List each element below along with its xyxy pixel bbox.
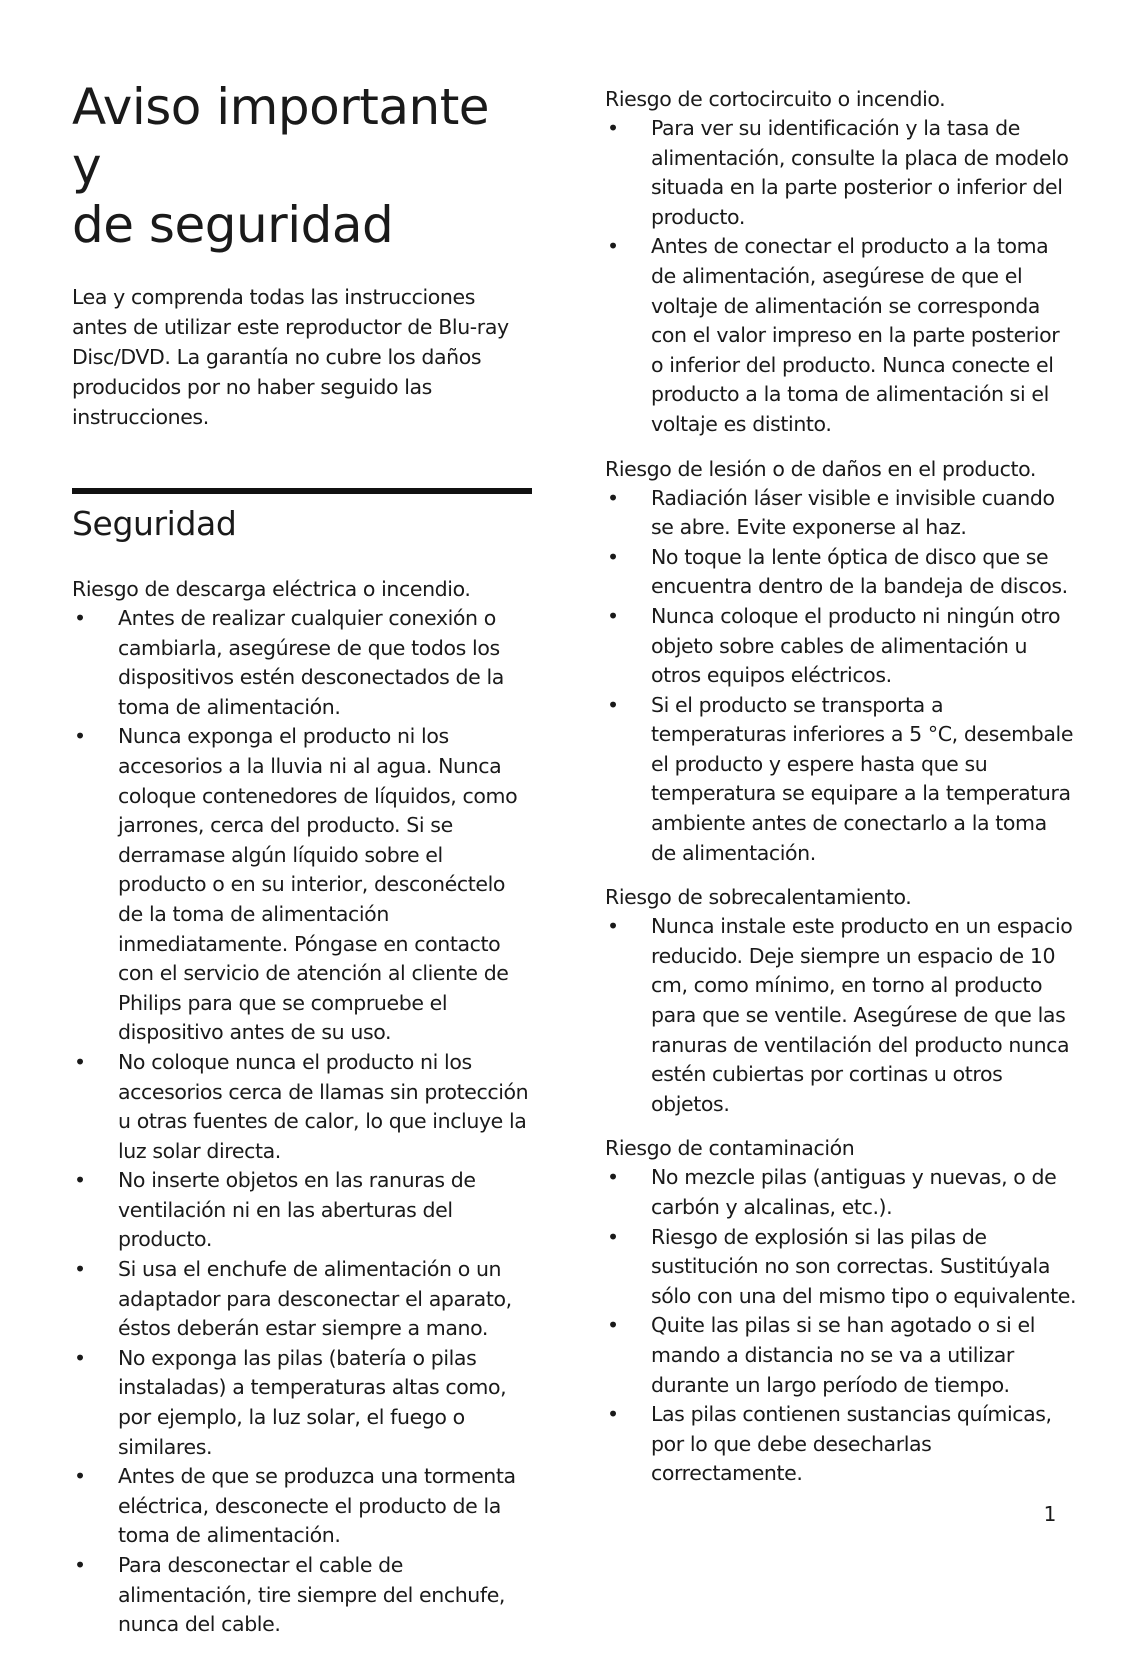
bullet-text: No coloque nunca el producto ni los accesorios cerca de llamas sin protección u otras fuentes de calor, lo que incluye la luz solar directa. (118, 1049, 529, 1163)
bullet-list (72, 604, 530, 1640)
bullet-icon: • (74, 1553, 86, 1577)
page-number: 1 (1043, 1502, 1056, 1526)
bullet-list (605, 114, 1077, 440)
bullet-text: Si el producto se transporta a temperaturas inferiores a 5 °C, desembale el producto y espere hasta que su temperatura se equipare a la temperatura ambiente antes de conectarlo a la toma de alimentación. (651, 692, 1074, 865)
bullet-text: Nunca instale este producto en un espacio reducido. Deje siempre un espacio de 10 cm, como mínimo, en torno al producto para que se ventile. Asegúrese de que las ranuras de ventilación del producto nunca estén cubiertas por cortinas u otros objetos. (651, 914, 1073, 1116)
bullet-text: No mezcle pilas (antiguas y nuevas, o de carbón y alcalinas, etc.). (651, 1165, 1057, 1219)
bullet-text: No inserte objetos en las ranuras de ventilación ni en las aberturas del producto. (118, 1168, 476, 1252)
section-title: Seguridad (72, 504, 237, 543)
bullet-text: Nunca coloque el producto ni ningún otro objeto sobre cables de alimentación u otros equipos eléctricos. (651, 603, 1061, 688)
bullet-icon: • (607, 116, 619, 140)
bullet-item (72, 1462, 530, 1551)
bullet-list (605, 912, 1077, 1119)
bullet-icon: • (607, 914, 619, 939)
bullet-icon: • (74, 1257, 86, 1282)
bullet-icon: • (607, 1165, 619, 1190)
bullet-text: Las pilas contienen sustancias químicas, por lo que debe desecharlas correctamente. (651, 1402, 1052, 1486)
bullet-text: Antes de que se produzca una tormenta eléctrica, desconecte el producto de la toma de alimentación. (118, 1464, 516, 1548)
bullet-item (72, 1344, 530, 1462)
bullet-text: Quite las pilas si se han agotado o si el mando a distancia no se va a utilizar durante un largo período de tiempo. (651, 1313, 1036, 1397)
bullet-text: No toque la lente óptica de disco que se encuentra dentro de la bandeja de discos. (651, 544, 1068, 599)
bullet-text: Para desconectar el cable de alimentación, tire siempre del enchufe, nunca del cable. (118, 1553, 506, 1637)
bullet-icon: • (74, 1345, 86, 1370)
bullet-icon: • (74, 1049, 86, 1074)
page-title (72, 78, 530, 255)
risk-heading: Riesgo de descarga eléctrica o incendio. (72, 577, 471, 601)
bullet-item (605, 1311, 1077, 1400)
section-divider (72, 488, 532, 494)
risk-heading: Riesgo de lesión o de daños en el producto. (605, 456, 1036, 481)
bullet-text: Radiación láser visible e invisible cuando se abre. Evite exponerse al haz. (651, 485, 1055, 540)
risk-heading: Riesgo de sobrecalentamiento. (605, 885, 912, 910)
bullet-text: Para ver su identificación y la tasa de alimentación, consulte la placa de modelo situada en la parte posterior o inferior del producto. (651, 116, 1069, 229)
risk-block (72, 574, 530, 1640)
bullet-item (72, 722, 530, 1048)
bullet-item (605, 1400, 1077, 1489)
left-risk-list (72, 574, 530, 1640)
bullet-item (605, 691, 1077, 869)
page-title-line-2: de seguridad (72, 196, 394, 254)
bullet-item (605, 543, 1077, 602)
page-title-line-1: Aviso importante y (72, 78, 490, 195)
risk-heading: Riesgo de contaminación (605, 1136, 855, 1161)
bullet-item (605, 602, 1077, 691)
bullet-icon: • (74, 606, 86, 630)
bullet-icon: • (74, 724, 86, 749)
risk-block (605, 1133, 1077, 1489)
bullet-icon: • (607, 1402, 619, 1427)
bullet-text: Antes de conectar el producto a la toma de alimentación, asegúrese de que el voltaje de alimentación se corresponda con el valor impreso en la parte posterior o inferior del producto. Nunca conecte el producto a la toma de alimentación si el voltaje es distinto. (651, 234, 1060, 436)
bullet-item (72, 604, 530, 722)
bullet-item (72, 1551, 530, 1640)
bullet-icon: • (607, 603, 619, 628)
bullet-text: Antes de realizar cualquier conexión o cambiarla, asegúrese de que todos los dispositivos estén desconectados de la toma de alimentación. (118, 606, 504, 719)
bullet-icon: • (607, 692, 619, 717)
bullet-item (605, 1223, 1077, 1312)
risk-heading: Riesgo de cortocircuito o incendio. (605, 87, 946, 111)
bullet-item (605, 1163, 1077, 1222)
bullet-list (605, 1163, 1077, 1489)
bullet-item (605, 484, 1077, 543)
bullet-icon: • (607, 485, 619, 510)
bullet-icon: • (607, 1313, 619, 1338)
bullet-icon: • (607, 234, 619, 259)
bullet-item (605, 232, 1077, 439)
bullet-item (72, 1255, 530, 1344)
bullet-icon: • (74, 1464, 86, 1489)
bullet-item (72, 1048, 530, 1166)
bullet-icon: • (607, 1224, 619, 1249)
risk-block (605, 84, 1077, 440)
bullet-text: Riesgo de explosión si las pilas de sustitución no son correctas. Sustitúyala sólo con una del mismo tipo o equivalente. (651, 1224, 1077, 1308)
bullet-item (605, 912, 1077, 1119)
bullet-item (72, 1166, 530, 1255)
right-column (605, 84, 1077, 1503)
risk-block (605, 882, 1077, 1119)
bullet-item (605, 114, 1077, 232)
bullet-icon: • (74, 1168, 86, 1193)
bullet-text: Si usa el enchufe de alimentación o un adaptador para desconectar el aparato, éstos deberán estar siempre a mano. (118, 1257, 512, 1341)
bullet-icon: • (607, 544, 619, 569)
bullet-text: Nunca exponga el producto ni los accesorios a la lluvia ni al agua. Nunca coloque contenedores de líquidos, como jarrones, cerca del producto. Si se derramase algún líquido sobre el producto o en su interior, desconéctelo de la toma de alimentación inmediatamente. Póngase en contacto con el servicio de atención al cliente de Philips para que se compruebe el dispositivo antes de su uso. (118, 724, 518, 1045)
intro-paragraph: Lea y comprenda todas las instrucciones antes de utilizar este reproductor de Blu-ray Disc/DVD. La garantía no cubre los daños producidos por no haber seguido las instrucciones. (72, 285, 509, 429)
risk-block (605, 454, 1077, 869)
left-column (72, 78, 530, 1654)
bullet-text: No exponga las pilas (batería o pilas instaladas) a temperaturas altas como, por ejemplo, la luz solar, el fuego o similares. (118, 1345, 507, 1459)
bullet-list (605, 484, 1077, 869)
